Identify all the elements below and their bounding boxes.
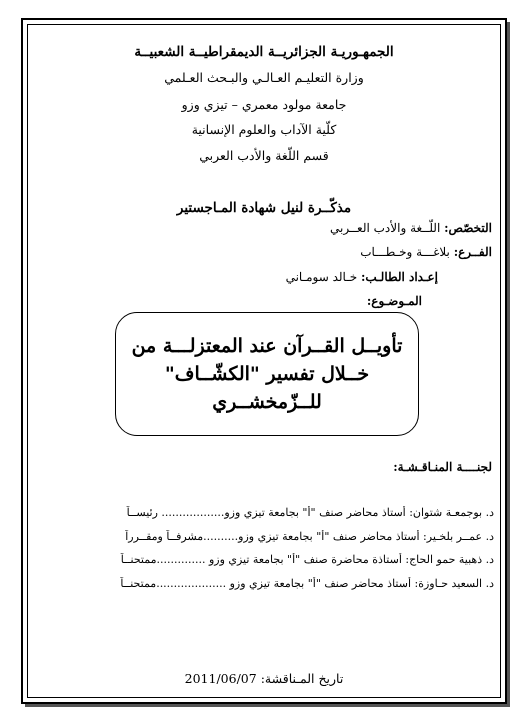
- thesis-title-line-3: للــزّمخشــري: [212, 391, 322, 413]
- defense-date-label: تاريخ المـناقشة:: [260, 671, 344, 686]
- memo-title: مذكّــرة لنيل شهادة المـاجستير: [176, 200, 352, 216]
- committee-member-4: د. السعيد حـاوزة: أستاذ محاضر صنف "أ" بجامعة تيزي وزو ....................ممتحنــاً: [120, 577, 494, 590]
- faculty-line: كلّية الآداب والعلوم الإنسانية: [191, 122, 337, 137]
- page-shadow-bottom: [25, 704, 510, 707]
- department-line: قسم اللّغة والأدب العربي: [199, 148, 329, 163]
- branch-value: بلاغـــة وخـطـــاب: [360, 245, 454, 259]
- committee-member-1: د. بوجمعـة شتوان: أستاذ محاضر صنف "أ" بجامعة تيزي وزو.................. رئيســاً: [126, 506, 494, 519]
- republic-heading: الجمهـوريـة الجزائريــة الديمقراطيــة الشعبيــة: [134, 44, 394, 60]
- thesis-title-box: [115, 312, 419, 436]
- student-field: [286, 270, 438, 284]
- defense-date: [27, 671, 501, 686]
- student-label: إعـداد الطالـب:: [360, 270, 438, 284]
- committee-heading: لجنــــة المنـاقـشـة:: [393, 460, 492, 474]
- specialty-value: اللّــغة والأدب العــربي: [330, 221, 445, 235]
- specialty-field: [330, 221, 492, 235]
- university-line: جامعة مولود معمري – تيزي وزو: [181, 97, 347, 112]
- student-value: خـالد سومـاني: [285, 270, 361, 284]
- page-shadow-right: [507, 22, 510, 707]
- specialty-label: التخصّص:: [444, 221, 492, 235]
- defense-date-value: 2011/06/07: [184, 671, 261, 686]
- committee-member-2: د. عمــر بلخـير: أستاذ محاضر صنف "أ" بجامعة تيزي وزو..........مشرفــاً ومقــرراً: [125, 530, 494, 543]
- topic-label: المـوضـوع:: [366, 294, 422, 308]
- ministry-line: وزارة التعليـم العـالـي والبـحث العـلمي: [164, 70, 364, 85]
- committee-member-3: د. ذهبية حمو الحاج: أستاذة محاضرة صنف "أ" بجامعة تيزي وزو ..............ممتحنــاً: [120, 553, 494, 566]
- branch-label: الفــرع:: [453, 245, 492, 259]
- thesis-title-line-1: تأويــل القــرآن عند المعتزلـــة من: [131, 335, 403, 357]
- branch-field: [360, 245, 492, 259]
- thesis-title-line-2: خــلال تفسير "الكشّــاف": [164, 363, 370, 385]
